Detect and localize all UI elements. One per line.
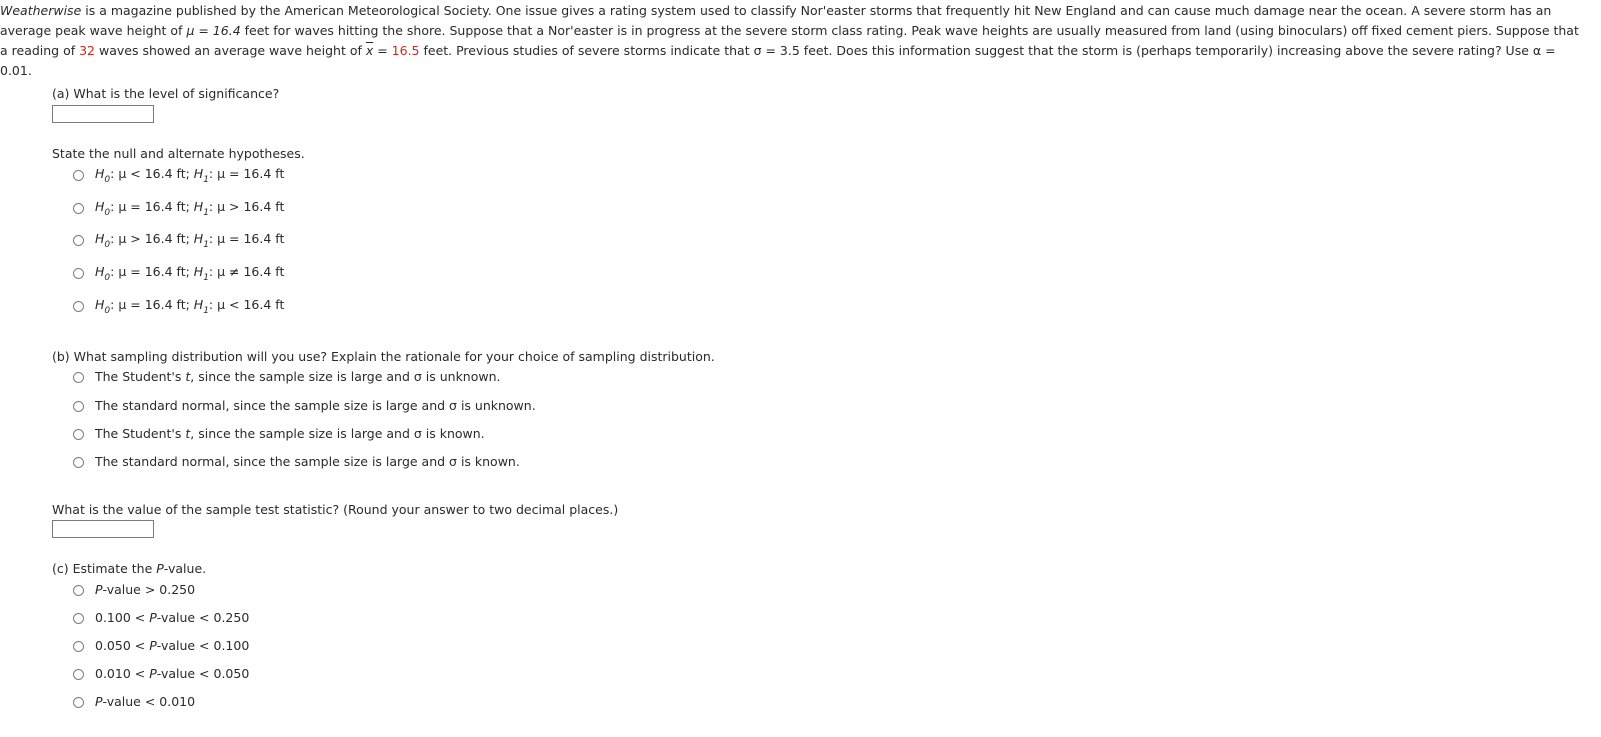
p-value-option-2[interactable]: 0.100 < P-value < 0.250 [73, 610, 249, 626]
radio-button[interactable] [73, 641, 84, 652]
h0-text: μ = 16.4 ft [118, 199, 186, 214]
radio-button[interactable] [73, 697, 84, 708]
h1-text: μ ≠ 16.4 ft [217, 264, 285, 279]
radio-button[interactable] [73, 301, 84, 312]
magazine-name: Weatherwise [0, 3, 82, 18]
mu-expression: μ = 16.4 [186, 23, 241, 38]
p-value-option-4[interactable]: 0.010 < P-value < 0.050 [73, 666, 249, 682]
h1-text: μ < 16.4 ft [217, 297, 285, 312]
part-a-question: (a) What is the level of significance? [52, 86, 280, 101]
intro-text-4: feet. Previous studies of severe storms indicate that [419, 43, 754, 58]
distribution-option-4[interactable]: The standard normal, since the sample size is large and σ is known. [73, 454, 520, 470]
radio-button[interactable] [73, 170, 84, 181]
radio-button[interactable] [73, 457, 84, 468]
problem-statement [0, 0, 1590, 81]
hypothesis-option-3[interactable]: $H_0$: μ > 16.4 ft; $H_1$: μ = 16.4 ft [73, 232, 284, 248]
p-value-option-1[interactable]: P-value > 0.250 [73, 582, 195, 598]
sigma-expression: σ = 3.5 [753, 43, 800, 58]
radio-button[interactable] [73, 401, 84, 412]
distribution-option-1[interactable]: The Student's t, since the sample size is large and σ is unknown. [73, 369, 501, 385]
h0-text: μ = 16.4 ft [118, 264, 186, 279]
hypothesis-option-4[interactable]: $H_0$: μ = 16.4 ft; $H_1$: μ ≠ 16.4 ft [73, 265, 284, 281]
h1-text: μ > 16.4 ft [217, 199, 285, 214]
intro-text-2: feet for waves hitting the shore. Suppose that a Nor'easter is in progress at the severe storm class rating. Peak wave heights are usually measured from land (using binoculars) off fixed cement piers. Suppose that a reading of [0, 23, 1579, 58]
p-value-option-5[interactable]: P-value < 0.010 [73, 694, 195, 710]
radio-button[interactable] [73, 372, 84, 383]
test-statistic-question: What is the value of the sample test statistic? (Round your answer to two decimal places.) [52, 502, 619, 517]
p-value-option-3[interactable]: 0.050 < P-value < 0.100 [73, 638, 249, 654]
hypotheses-prompt: State the null and alternate hypotheses. [52, 146, 305, 161]
radio-button[interactable] [73, 613, 84, 624]
hypothesis-option-1[interactable]: $H_0$: μ < 16.4 ft; $H_1$: μ = 16.4 ft [73, 167, 284, 183]
hypothesis-option-5[interactable]: $H_0$: μ = 16.4 ft; $H_1$: μ < 16.4 ft [73, 298, 284, 314]
distribution-option-2[interactable]: The standard normal, since the sample size is large and σ is unknown. [73, 398, 536, 414]
radio-button[interactable] [73, 235, 84, 246]
distribution-option-3[interactable]: The Student's t, since the sample size is large and σ is known. [73, 426, 485, 442]
h0-text: μ < 16.4 ft [118, 166, 186, 181]
h1-text: μ = 16.4 ft [217, 166, 285, 181]
part-b-question: (b) What sampling distribution will you use? Explain the rationale for your choice of sampling distribution. [52, 349, 715, 364]
significance-level-input[interactable] [52, 105, 154, 123]
hypothesis-option-2[interactable]: $H_0$: μ = 16.4 ft; $H_1$: μ > 16.4 ft [73, 200, 284, 216]
sample-mean: 16.5 [391, 43, 420, 58]
radio-button[interactable] [73, 203, 84, 214]
equals-sign: = [373, 43, 392, 58]
radio-button[interactable] [73, 268, 84, 279]
sample-size: 32 [79, 43, 96, 58]
intro-text-5: feet. Does this information suggest that the storm is (perhaps temporarily) increasing above the severe rating? Use [799, 43, 1533, 58]
h0-text: μ > 16.4 ft [118, 231, 186, 246]
radio-button[interactable] [73, 669, 84, 680]
intro-text-3: waves showed an average wave height of [95, 43, 366, 58]
h1-text: μ = 16.4 ft [217, 231, 285, 246]
alpha-expression: α = 0.01 [0, 43, 1556, 78]
xbar-symbol: $\overline{x}$ [365, 43, 374, 58]
part-c-question: (c) Estimate the P-value. [52, 561, 207, 576]
intro-text-6: . [27, 63, 32, 78]
test-statistic-input[interactable] [52, 520, 154, 538]
intro-text-1: is a magazine published by the American Meteorological Society. One issue gives a rating system used to classify Nor'easter storms that frequently hit New England and can cause much damage near the ocean. A severe storm has an average peak wave height of [0, 3, 1552, 38]
radio-button[interactable] [73, 585, 84, 596]
radio-button[interactable] [73, 429, 84, 440]
h0-text: μ = 16.4 ft [118, 297, 186, 312]
